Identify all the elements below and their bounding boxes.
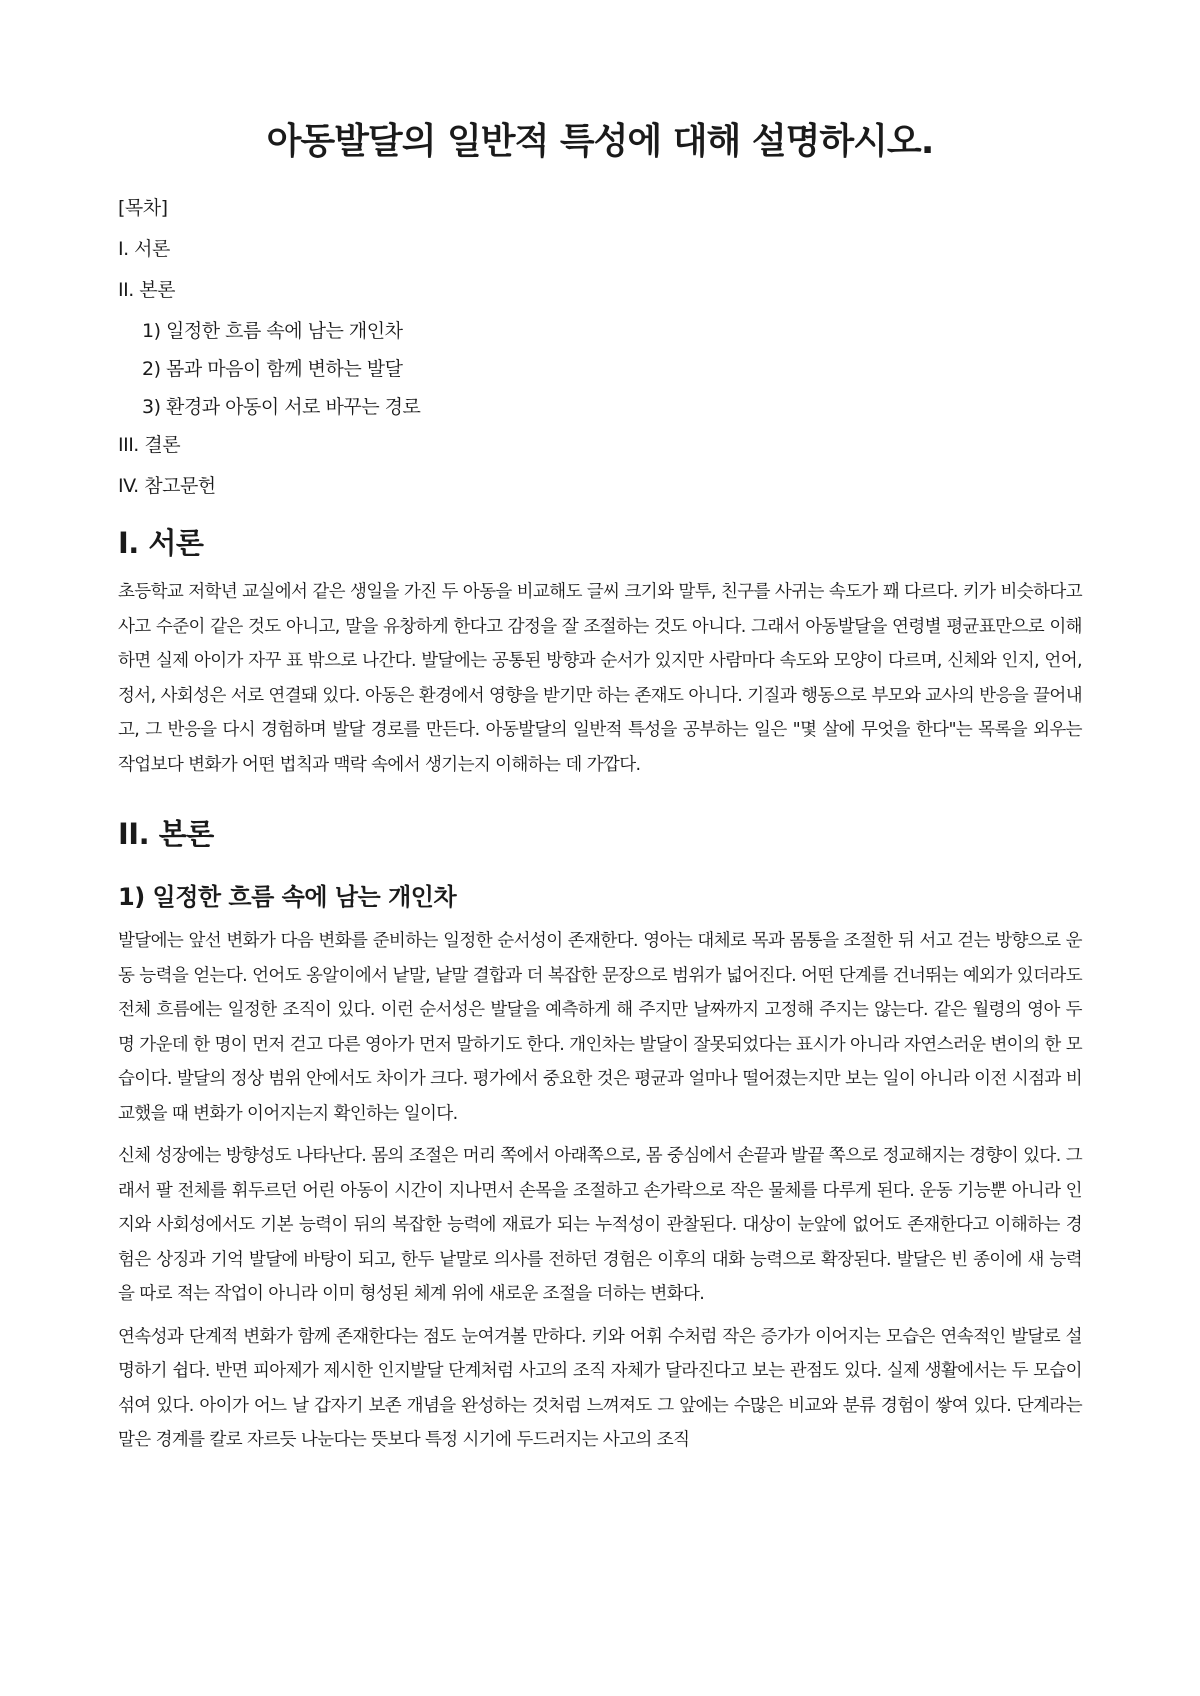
toc-item-intro: I. 서론	[118, 238, 170, 260]
toc-item-conclusion: III. 결론	[118, 434, 181, 456]
subsection-heading-1: 1) 일정한 흐름 속에 남는 개인차	[118, 883, 457, 911]
body-paragraph-3: 연속성과 단계적 변화가 함께 존재한다는 점도 눈여겨볼 만하다. 키와 어휘 수처럼 작은 증가가 이어지는 모습은 연속적인 발달로 설명하기 쉽다. 반면 피아제가 제시한 인지발달 단계처럼 사고의 조직 자체가 달라진다고 보는 관점도 있다. 실제 생활에서는 두 모습이 섞여 있다. 아이가 어느 날 갑자기 보존 개념을 완성하는 것처럼 느껴져도 그 앞에는 수많은 비교와 분류 경험이 쌓여 있다. 단계라는 말은 경계를 칼로 자르듯 나눈다는 뜻보다 특정 시기에 두드러지는 사고의 조직	[118, 1326, 1082, 1450]
document-title: 아동발달의 일반적 특성에 대해 설명하시오.	[266, 121, 934, 162]
section-heading-intro: I. 서론	[118, 526, 204, 560]
body-paragraph-1: 발달에는 앞선 변화가 다음 변화를 준비하는 일정한 순서성이 존재한다. 영아는 대체로 목과 몸통을 조절한 뒤 서고 걷는 방향으로 운동 능력을 얻는다. 언어도 옹알이에서 낱말, 낱말 결합과 더 복잡한 문장으로 범위가 넓어진다. 어떤 단계를 건너뛰는 예외가 있더라도 전체 흐름에는 일정한 조직이 있다. 이런 순서성은 발달을 예측하게 해 주지만 날짜까지 고정해 주지는 않는다. 같은 월령의 영아 두 명 가운데 한 명이 먼저 걷고 다른 영아가 먼저 말하기도 한다. 개인차는 발달이 잘못되었다는 표시가 아니라 자연스러운 변이의 한 모습이다. 발달의 정상 범위 안에서도 차이가 크다. 평가에서 중요한 것은 평균과 얼마나 떨어졌는지만 보는 일이 아니라 이전 시점과 비교했을 때 변화가 이어지는지 확인하는 일이다.	[118, 931, 1082, 1124]
toc-item-body-2: 2) 몸과 마음이 함께 변하는 발달	[142, 358, 403, 380]
toc-item-body-1: 1) 일정한 흐름 속에 남는 개인차	[142, 320, 403, 342]
toc-item-body: II. 본론	[118, 279, 175, 301]
table-of-contents	[118, 196, 1082, 499]
toc-item-body-3: 3) 환경과 아동이 서로 바꾸는 경로	[142, 396, 421, 418]
intro-paragraph: 초등학교 저학년 교실에서 같은 생일을 가진 두 아동을 비교해도 글씨 크기와 말투, 친구를 사귀는 속도가 꽤 다르다. 키가 비슷하다고 사고 수준이 같은 것도 아니고, 말을 유창하게 한다고 감정을 잘 조절하는 것도 아니다. 그래서 아동발달을 연령별 평균표만으로 이해하면 실제 아이가 자꾸 표 밖으로 나간다. 발달에는 공통된 방향과 순서가 있지만 사람마다 속도와 모양이 다르며, 신체와 인지, 언어, 정서, 사회성은 서로 연결돼 있다. 아동은 환경에서 영향을 받기만 하는 존재도 아니다. 기질과 행동으로 부모와 교사의 반응을 끌어내고, 그 반응을 다시 경험하며 발달 경로를 만든다. 아동발달의 일반적 특성을 공부하는 일은 "몇 살에 무엇을 한다"는 목록을 외우는 작업보다 변화가 어떤 법칙과 맥락 속에서 생기는지 이해하는 데 가깝다.	[118, 582, 1082, 775]
section-heading-body: II. 본론	[118, 817, 214, 851]
toc-heading: [목차]	[118, 197, 168, 219]
toc-item-references: IV. 참고문헌	[118, 475, 216, 497]
body-paragraph-2: 신체 성장에는 방향성도 나타난다. 몸의 조절은 머리 쪽에서 아래쪽으로, 몸 중심에서 손끝과 발끝 쪽으로 정교해지는 경향이 있다. 그래서 팔 전체를 휘두르던 어린 아동이 시간이 지나면서 손목을 조절하고 손가락으로 작은 물체를 다루게 된다. 운동 기능뿐 아니라 인지와 사회성에서도 기본 능력이 뒤의 복잡한 능력에 재료가 되는 누적성이 관찰된다. 대상이 눈앞에 없어도 존재한다고 이해하는 경험은 상징과 기억 발달에 바탕이 되고, 한두 낱말로 의사를 전하던 경험은 이후의 대화 능력으로 확장된다. 발달은 빈 종이에 새 능력을 따로 적는 작업이 아니라 이미 형성된 체계 위에 새로운 조절을 더하는 변화다.	[118, 1146, 1082, 1304]
